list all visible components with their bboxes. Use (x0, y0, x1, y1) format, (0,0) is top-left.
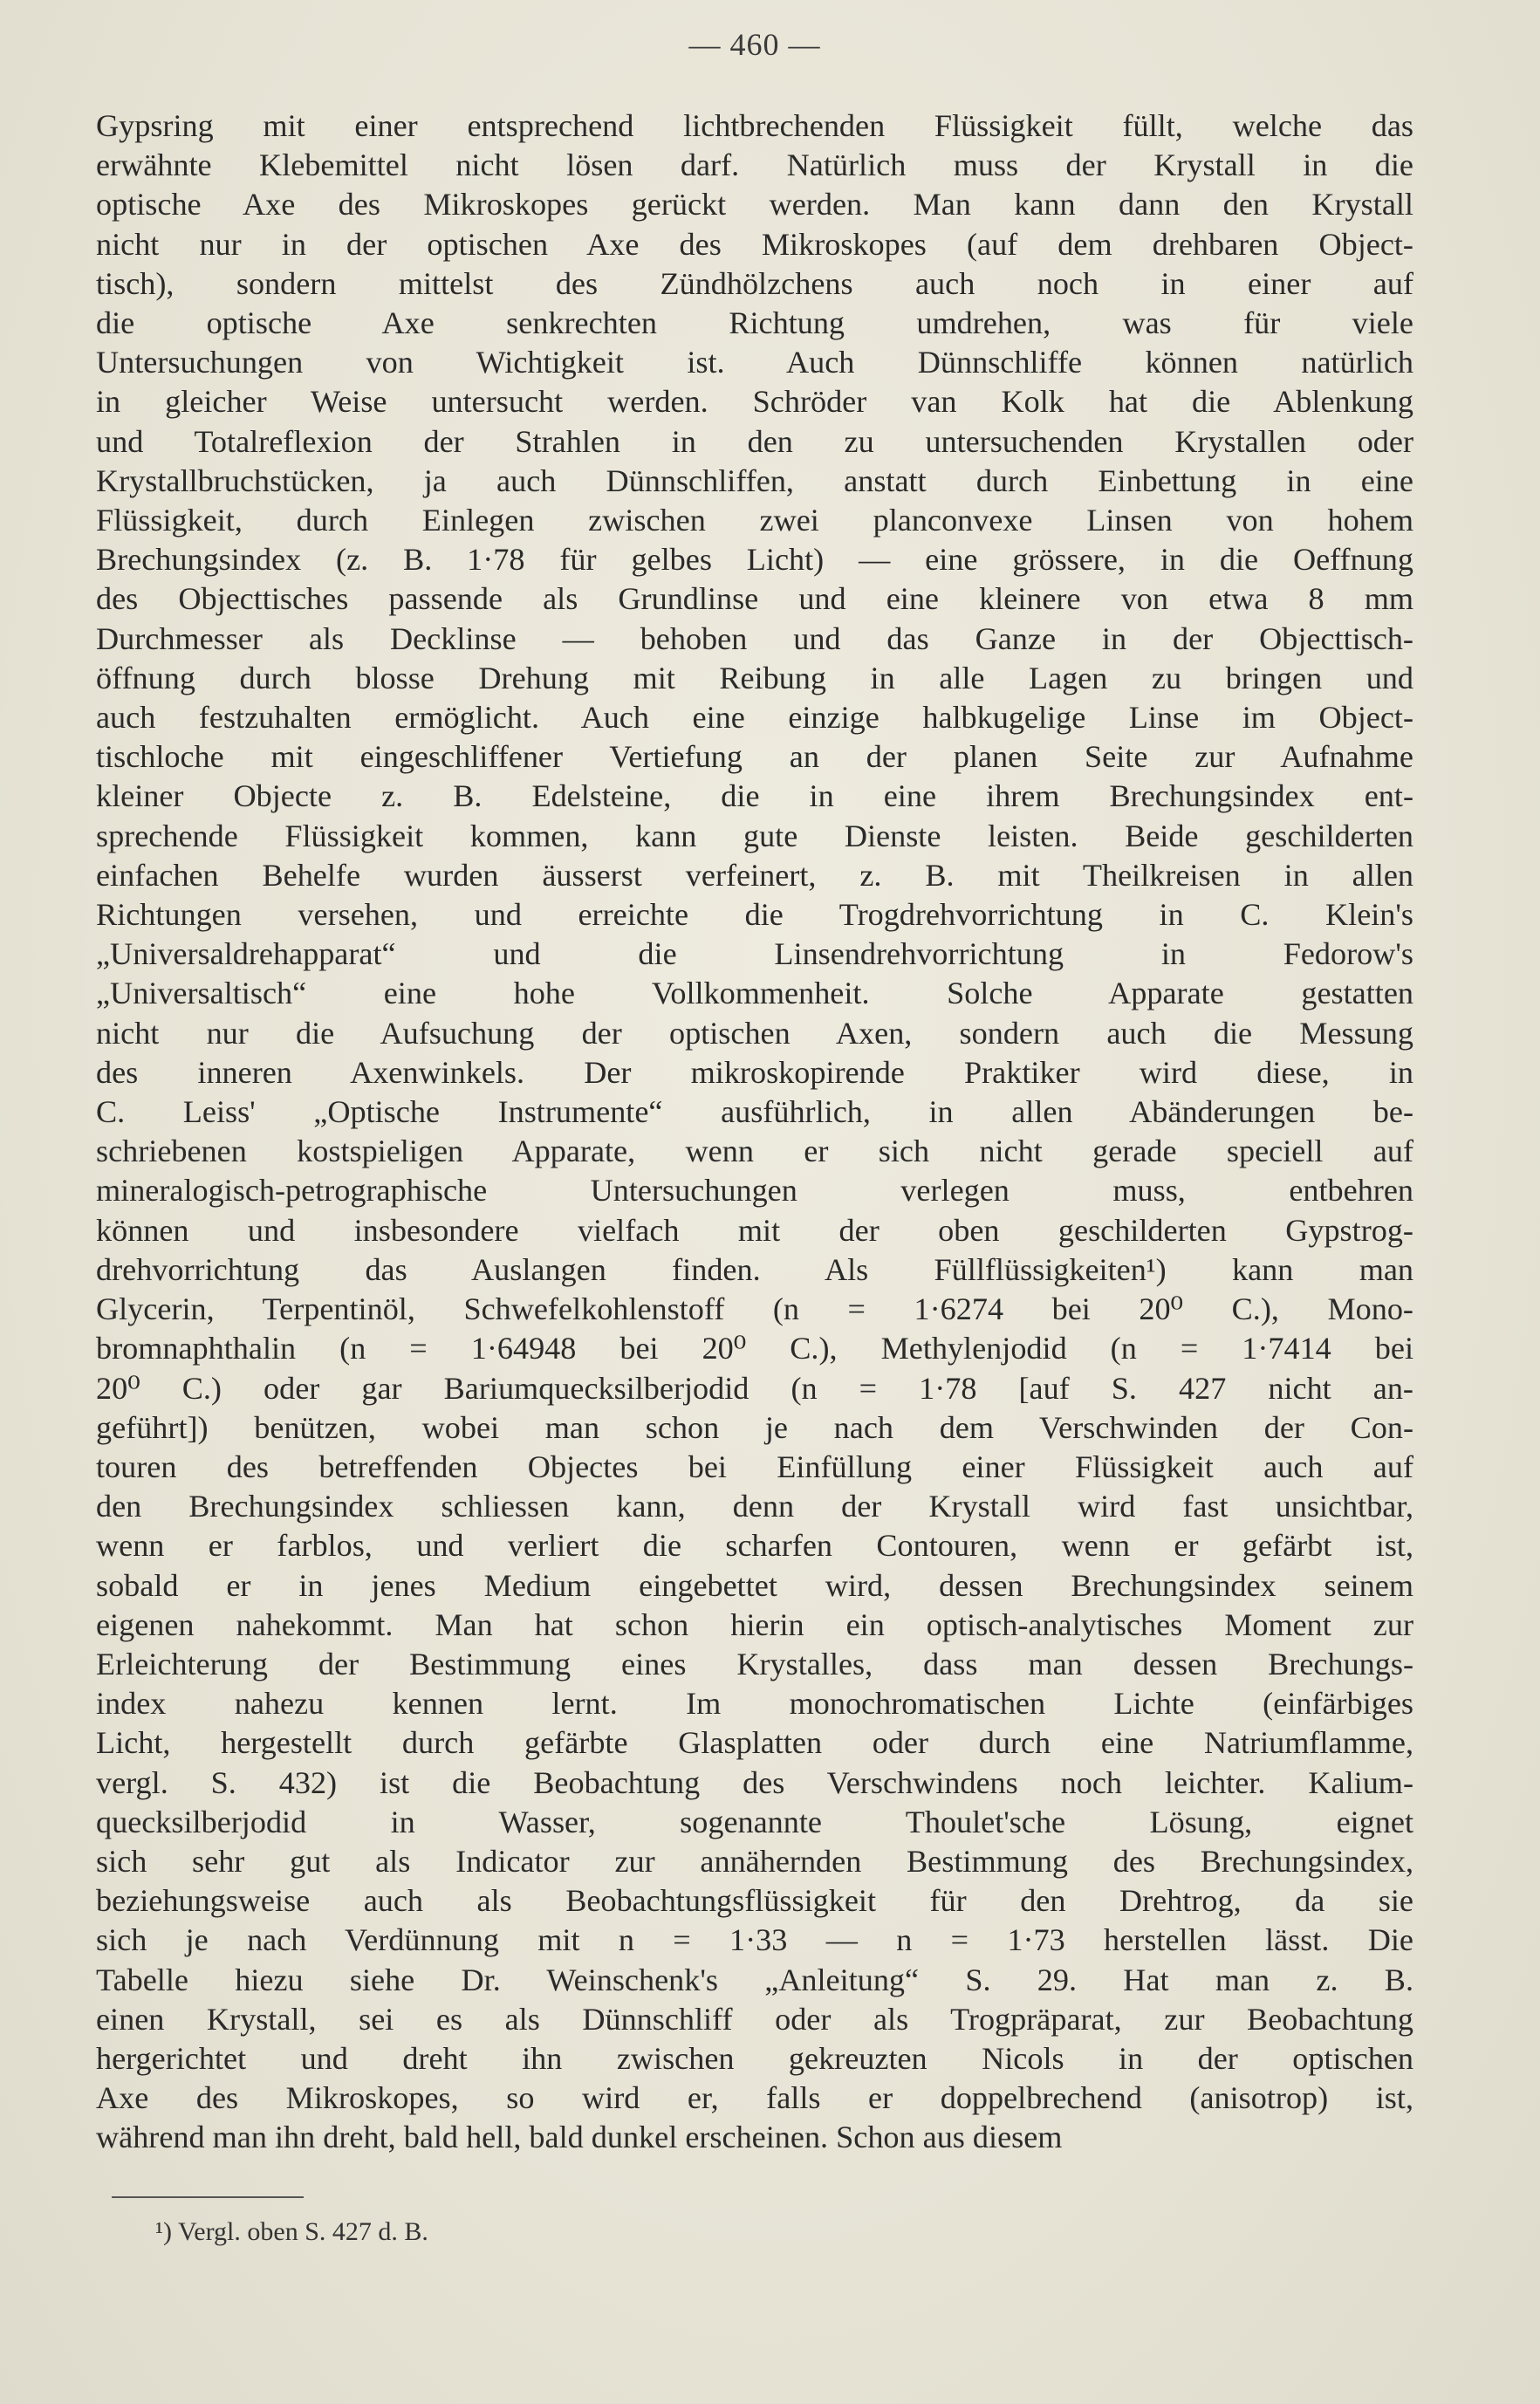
body-text (96, 106, 1413, 2158)
text-line: einen Krystall, sei es als Dünnschliff oder als Trogpräparat, zur Beobachtung (96, 2001, 1413, 2037)
text-line: schriebenen kostspieligen Apparate, wenn er sich nicht gerade speciell auf (96, 1134, 1413, 1169)
text-line: Glycerin, Terpentinöl, Schwefelkohlenstoff (n = 1·6274 bei 20⁰ C.), Mono- (96, 1291, 1413, 1327)
text-line: während man ihn dreht, bald hell, bald dunkel erscheinen. Schon aus diesem (96, 2120, 1063, 2155)
text-line: mineralogisch-petrographische Untersuchungen verlegen muss, entbehren (96, 1173, 1413, 1209)
text-line: beziehungsweise auch als Beobachtungsflüssigkeit für den Drehtrog, da sie (96, 1883, 1413, 1919)
text-line: einfachen Behelfe wurden äusserst verfeinert, z. B. mit Theilkreisen in allen (96, 857, 1413, 893)
text-line: auch festzuhalten ermöglicht. Auch eine einzige halbkugelige Linse im Object- (96, 700, 1413, 736)
text-line: bromnaphthalin (n = 1·64948 bei 20⁰ C.), Methylenjodid (n = 1·7414 bei (96, 1331, 1413, 1366)
text-line: sich je nach Verdünnung mit n = 1·33 — n = 1·73 herstellen lässt. Die (96, 1922, 1413, 1958)
page-number: — 460 — (688, 27, 821, 62)
document-page (96, 26, 1413, 2247)
text-line: Tabelle hiezu siehe Dr. Weinschenk's „Anleitung“ S. 29. Hat man z. B. (96, 1962, 1413, 1997)
text-line: geführt]) benützen, wobei man schon je nach dem Verschwinden der Con- (96, 1409, 1413, 1445)
text-line: in gleicher Weise untersucht werden. Schröder van Kolk hat die Ablenkung (96, 384, 1413, 420)
text-line: Gypsring mit einer entsprechend lichtbrechenden Flüssigkeit füllt, welche das (96, 108, 1413, 143)
text-line: index nahezu kennen lernt. Im monochromatischen Lichte (einfärbiges (96, 1686, 1413, 1722)
text-line: 20⁰ C.) oder gar Bariumquecksilberjodid (n = 1·78 [auf S. 427 nicht an- (96, 1370, 1413, 1406)
text-line: Erleichterung der Bestimmung eines Krystalles, dass man dessen Brechungs- (96, 1646, 1413, 1681)
text-line: öffnung durch blosse Drehung mit Reibung in alle Lagen zu bringen und (96, 660, 1413, 695)
text-line: wenn er farblos, und verliert die scharfen Contouren, wenn er gefärbt ist, (96, 1528, 1413, 1564)
text-line: nicht nur in der optischen Axe des Mikroskopes (auf dem drehbaren Object- (96, 226, 1413, 262)
text-line: Axe des Mikroskopes, so wird er, falls er doppelbrechend (anisotrop) ist, (96, 2080, 1413, 2116)
text-line: sich sehr gut als Indicator zur annähernden Bestimmung des Brechungsindex, (96, 1843, 1413, 1879)
text-line: Richtungen versehen, und erreichte die Trogdrehvorrichtung in C. Klein's (96, 897, 1413, 933)
text-line: den Brechungsindex schliessen kann, denn der Krystall wird fast unsichtbar, (96, 1489, 1413, 1524)
text-line: sobald er in jenes Medium eingebettet wird, dessen Brechungsindex seinem (96, 1567, 1413, 1603)
footnote-rule (112, 2196, 304, 2198)
text-line: Durchmesser als Decklinse — behoben und das Ganze in der Objecttisch- (96, 620, 1413, 656)
text-line: die optische Axe senkrechten Richtung umdrehen, was für viele (96, 305, 1413, 341)
text-line: und Totalreflexion der Strahlen in den zu untersuchenden Krystallen oder (96, 423, 1413, 459)
text-line: kleiner Objecte z. B. Edelsteine, die in eine ihrem Brechungsindex ent- (96, 778, 1413, 814)
text-line: „Universaltisch“ eine hohe Vollkommenheit. Solche Apparate gestatten (96, 976, 1413, 1011)
text-line: quecksilberjodid in Wasser, sogenannte Thoulet'sche Lösung, eignet (96, 1804, 1413, 1839)
text-line: tisch), sondern mittelst des Zündhölzchens auch noch in einer auf (96, 265, 1413, 301)
text-line: touren des betreffenden Objectes bei Einfüllung einer Flüssigkeit auch auf (96, 1449, 1413, 1484)
text-line: Flüssigkeit, durch Einlegen zwischen zwei planconvexe Linsen von hohem (96, 503, 1413, 538)
text-line: vergl. S. 432) ist die Beobachtung des Verschwindens noch leichter. Kalium- (96, 1764, 1413, 1800)
text-line: sprechende Flüssigkeit kommen, kann gute Dienste leisten. Beide geschilderten (96, 818, 1413, 853)
text-line: Untersuchungen von Wichtigkeit ist. Auch Dünnschliffe können natürlich (96, 345, 1413, 380)
footnote: ¹) Vergl. oben S. 427 d. B. (155, 2216, 428, 2246)
text-line: des inneren Axenwinkels. Der mikroskopirende Praktiker wird diese, in (96, 1054, 1413, 1090)
text-line: optische Axe des Mikroskopes gerückt werden. Man kann dann den Krystall (96, 187, 1413, 223)
text-line: eigenen nahekommt. Man hat schon hierin ein optisch-analytisches Moment zur (96, 1606, 1413, 1642)
text-line: tischloche mit eingeschliffener Vertiefung an der planen Seite zur Aufnahme (96, 739, 1413, 775)
text-line: nicht nur die Aufsuchung der optischen Axen, sondern auch die Messung (96, 1015, 1413, 1051)
text-line: Brechungsindex (z. B. 1·78 für gelbes Licht) — eine grössere, in die Oeffnung (96, 542, 1413, 578)
text-line: drehvorrichtung das Auslangen finden. Als Füllflüssigkeiten¹) kann man (96, 1251, 1413, 1287)
text-line: Krystallbruchstücken, ja auch Dünnschliffen, anstatt durch Einbettung in eine (96, 462, 1413, 498)
text-line: Licht, hergestellt durch gefärbte Glasplatten oder durch eine Natriumflamme, (96, 1725, 1413, 1761)
text-line: können und insbesondere vielfach mit der oben geschilderten Gypstrog- (96, 1212, 1413, 1248)
text-line: hergerichtet und dreht ihn zwischen gekreuzten Nicols in der optischen (96, 2040, 1413, 2076)
text-line: C. Leiss' „Optische Instrumente“ ausführlich, in allen Abänderungen be- (96, 1094, 1413, 1130)
text-line: erwähnte Klebemittel nicht lösen darf. Natürlich muss der Krystall in die (96, 147, 1413, 183)
text-line: „Universaldrehapparat“ und die Linsendrehvorrichtung in Fedorow's (96, 936, 1413, 972)
text-line: des Objecttisches passende als Grundlinse und eine kleinere von etwa 8 mm (96, 581, 1413, 617)
